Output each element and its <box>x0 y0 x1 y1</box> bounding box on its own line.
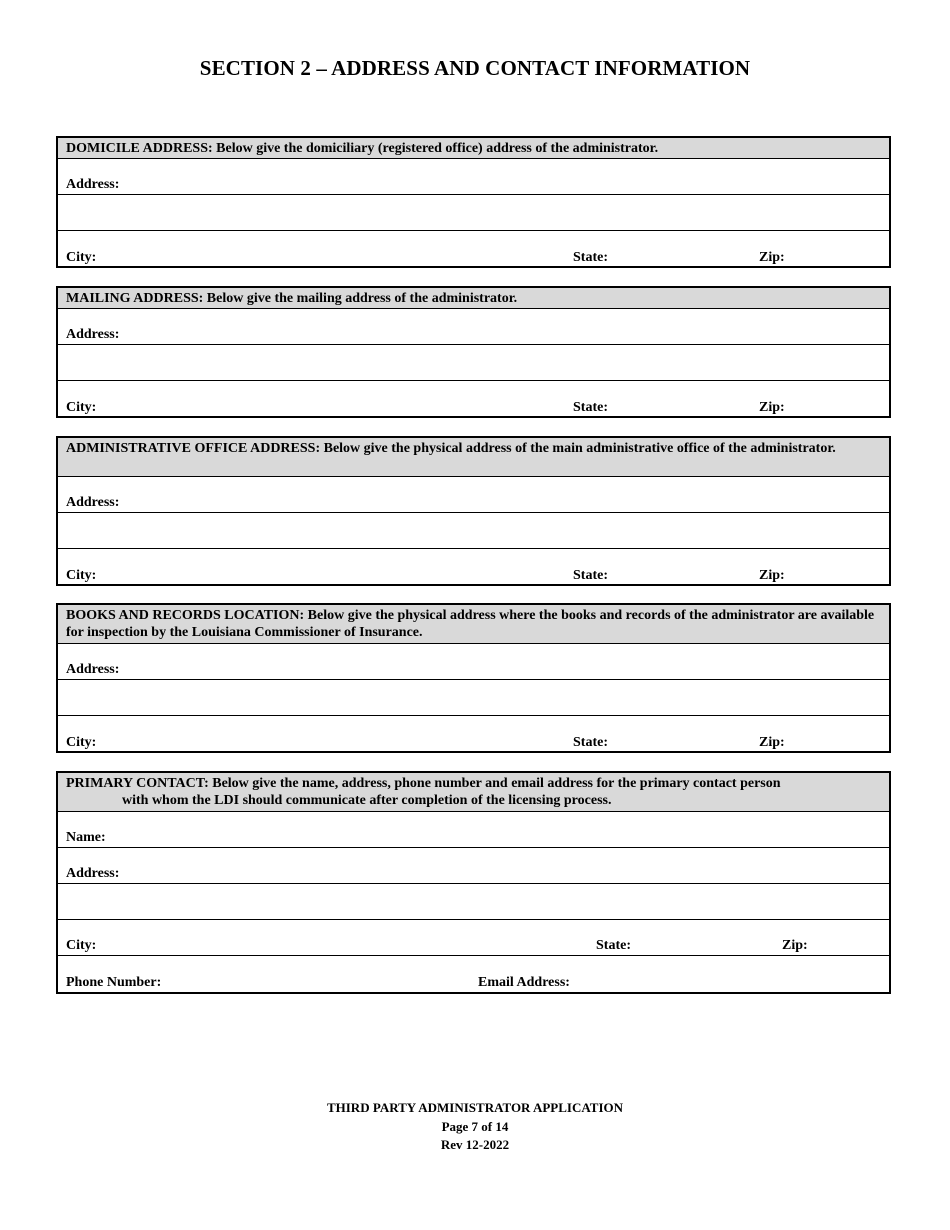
zip-label: Zip: <box>759 735 785 750</box>
domicile-address-block <box>56 136 891 268</box>
domicile-address-field[interactable] <box>58 159 889 195</box>
mailing-address-line2-field[interactable] <box>58 345 889 381</box>
page-footer <box>0 1099 950 1155</box>
state-label: State: <box>573 400 608 415</box>
city-label: City: <box>66 938 97 953</box>
primary-contact-block <box>56 771 891 994</box>
address-label: Address: <box>66 866 120 881</box>
primary-contact-header-line1: PRIMARY CONTACT: Below give the name, address, phone number and email address for the primary contact person <box>66 776 781 791</box>
name-label: Name: <box>66 830 106 845</box>
address-label: Address: <box>66 327 120 342</box>
domicile-address-line2-field[interactable] <box>58 195 889 231</box>
mailing-address-header: MAILING ADDRESS: Below give the mailing address of the administrator. <box>58 288 889 309</box>
zip-label: Zip: <box>759 400 785 415</box>
primary-contact-header-line2: with whom the LDI should communicate after completion of the licensing process. <box>122 793 612 808</box>
state-label: State: <box>596 938 631 953</box>
city-label: City: <box>66 400 97 415</box>
city-label: City: <box>66 568 97 583</box>
books-records-address-field[interactable] <box>58 644 889 680</box>
primary-contact-address-field[interactable] <box>58 848 889 884</box>
admin-office-address-block <box>56 436 891 586</box>
state-label: State: <box>573 735 608 750</box>
primary-contact-name-field[interactable] <box>58 812 889 848</box>
state-label: State: <box>573 250 608 265</box>
zip-label: Zip: <box>782 938 808 953</box>
primary-contact-header <box>58 773 889 812</box>
footer-revision: Rev 12-2022 <box>440 1137 510 1152</box>
zip-label: Zip: <box>759 250 785 265</box>
admin-office-address-field[interactable] <box>58 477 889 513</box>
primary-contact-city-state-zip-row <box>58 920 889 956</box>
admin-office-address-line2-field[interactable] <box>58 513 889 549</box>
books-records-city-state-zip-row <box>58 716 889 752</box>
address-label: Address: <box>66 495 120 510</box>
mailing-address-field[interactable] <box>58 309 889 345</box>
books-records-header: BOOKS AND RECORDS LOCATION: Below give the physical address where the books and records of the administrator are available for inspection by the Louisiana Commissioner of Insurance. <box>58 605 889 644</box>
primary-contact-phone-email-row <box>58 956 889 992</box>
phone-number-label: Phone Number: <box>66 975 162 990</box>
primary-contact-address-line2-field[interactable] <box>58 884 889 920</box>
address-label: Address: <box>66 662 120 677</box>
zip-label: Zip: <box>759 568 785 583</box>
footer-page-number: Page 7 of 14 <box>441 1118 509 1134</box>
footer-form-name: THIRD PARTY ADMINISTRATOR APPLICATION <box>326 1100 624 1115</box>
city-label: City: <box>66 735 97 750</box>
city-label: City: <box>66 250 97 265</box>
books-records-address-line2-field[interactable] <box>58 680 889 716</box>
domicile-city-state-zip-row <box>58 231 889 267</box>
books-records-block <box>56 603 891 753</box>
email-address-label: Email Address: <box>478 975 570 990</box>
state-label: State: <box>573 568 608 583</box>
admin-office-city-state-zip-row <box>58 549 889 585</box>
address-label: Address: <box>66 177 120 192</box>
mailing-address-block <box>56 286 891 418</box>
page-title: SECTION 2 – ADDRESS AND CONTACT INFORMATION <box>199 56 751 80</box>
admin-office-address-header: ADMINISTRATIVE OFFICE ADDRESS: Below give the physical address of the main administrative office of the administrator. <box>58 438 889 477</box>
mailing-city-state-zip-row <box>58 381 889 417</box>
domicile-address-header: DOMICILE ADDRESS: Below give the domiciliary (registered office) address of the administrator. <box>58 138 889 159</box>
